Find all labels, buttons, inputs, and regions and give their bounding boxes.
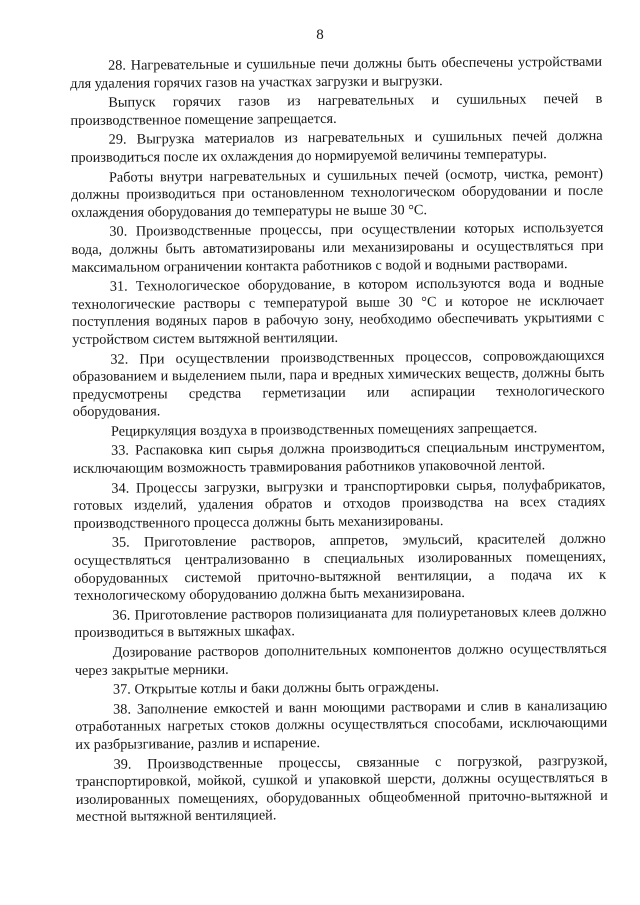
paragraph-31: 31. Технологическое оборудование, в котором используются вода и водные технологические растворы с температурой выше 30 °С и которое не исключает поступления водяных паров в рабочую зону, необходимо обеспечивать укрытиями с устройством систем вытяжной вентиляции. bbox=[71, 274, 605, 348]
paragraph-33: 33. Распаковка кип сырья должна производиться специальным инструментом, исключающим возможность травмирования работников упаковочной лентой. bbox=[73, 439, 606, 478]
paragraph-28-hot-gas-release: Выпуск горячих газов из нагревательных и сушильных печей в производственное помещение запрещается. bbox=[70, 91, 603, 129]
paragraph-29-furnace-work: Работы внутри нагревательных и сушильных печей (осмотр, чистка, ремонт) должны производиться при остановленном технологическом оборудовании и после охлаждения оборудования до температуры не выше 30 °С. bbox=[71, 165, 604, 221]
paragraph-30: 30. Производственные процессы, при осуществлении которых используется вода, должны быть автоматизированы или механизированы и осуществляться при максимальном ограничении контакта работников с водой и водными растворами. bbox=[71, 220, 604, 276]
paragraph-36: 36. Приготовление растворов полизицианата для полиуретановых клеев должно производиться в вытяжных шкафах. bbox=[74, 603, 607, 642]
paragraph-32-recirculation: Рециркуляция воздуха в производственных помещениях запрещается. bbox=[110, 420, 538, 440]
page-number: 8 bbox=[316, 27, 324, 43]
paragraph-37: 37. Открытые котлы и баки должны быть ограждены. bbox=[112, 679, 440, 698]
paragraph-39: 39. Производственные процессы, связанные с погрузкой, разгрузкой, транспортировкой, мойкой, сушкой и упаковкой шерсти, должны осуществляться в изолированных помещениях, оборудованных общеобменной приточно-вытяжной и местной вытяжной вентиляцией. bbox=[75, 752, 608, 826]
paragraph-29: 29. Выгрузка материалов из нагревательных и сушильных печей должна производиться после их охлаждения до нормируемой величины температуры. bbox=[70, 128, 603, 166]
paragraph-32: 32. При осуществлении производственных процессов, сопровождающихся образованием и выделением пыли, пара и вредных химических веществ, должны быть предусмотрены средства герметизации или аспирации технологического оборудования. bbox=[72, 347, 605, 421]
document-body bbox=[70, 54, 608, 829]
paragraph-34: 34. Процессы загрузки, выгрузки и транспортировки сырья, полуфабрикатов, готовых изделий, удаления обратов и отходов производства на всех стадиях производственного процесса должны быть механизированы. bbox=[73, 476, 606, 532]
paragraph-28: 28. Нагревательные и сушильные печи должны быть обеспечены устройствами для удаления горячих газов на участках загрузки и выгрузки. bbox=[70, 53, 603, 92]
paragraph-38: 38. Заполнение емкостей и ванн моющими растворами и слив в канализацию отработанных нагретых стоков должны осуществляться способами, исключающими их разбрызгивание, разлив и испарение. bbox=[75, 697, 608, 753]
paragraph-35: 35. Приготовление растворов, аппретов, эмульсий, красителей должно осуществляться централизованно в специальных изолированных помещениях, оборудованных системой приточно-вытяжной вентиляции, а подача их к технологическому оборудованию должна быть механизирована. bbox=[73, 531, 607, 605]
paragraph-36-dosing: Дозирование растворов дополнительных компонентов должно осуществляться через закрытые мерники. bbox=[74, 640, 607, 679]
